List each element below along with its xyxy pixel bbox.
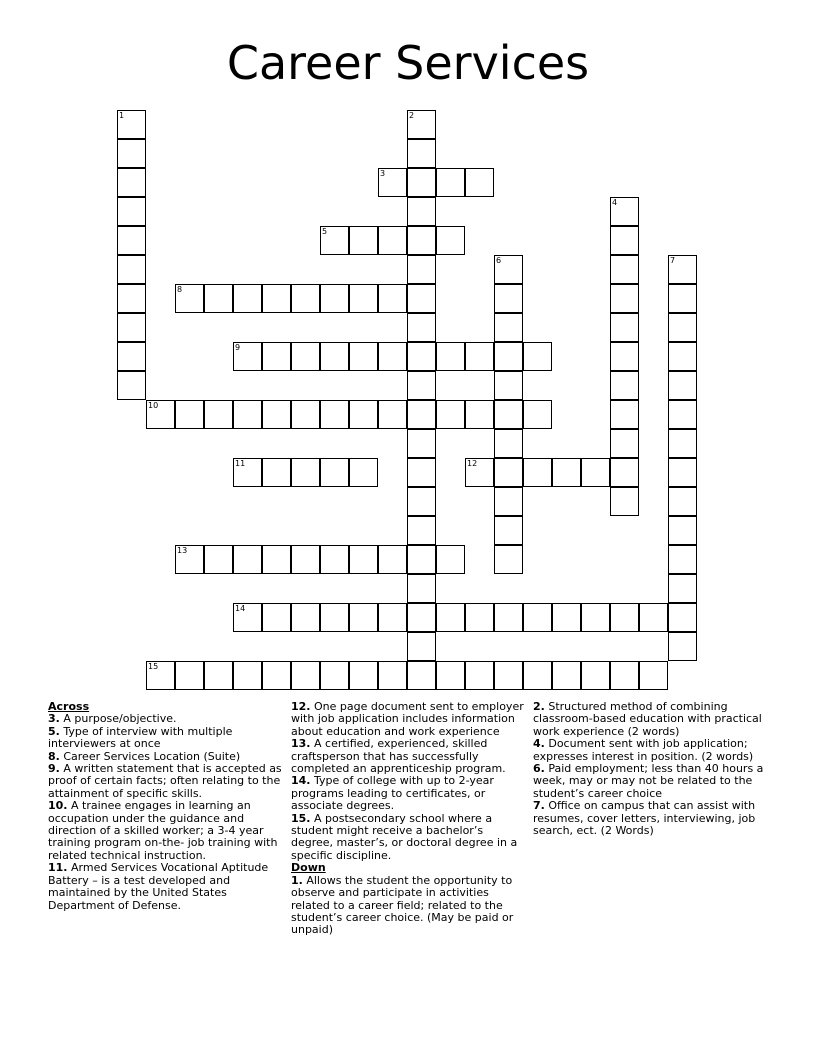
grid-cell[interactable]	[494, 342, 523, 371]
grid-cell[interactable]	[610, 255, 639, 284]
grid-cell[interactable]	[407, 400, 436, 429]
grid-cell[interactable]	[668, 400, 697, 429]
clue-number: 1	[119, 111, 125, 120]
grid-cell[interactable]	[465, 342, 494, 371]
grid-cell[interactable]	[407, 632, 436, 661]
grid-cell[interactable]	[320, 603, 349, 632]
grid-cell[interactable]	[407, 661, 436, 690]
grid-cell[interactable]	[668, 603, 697, 632]
grid-cell[interactable]	[494, 458, 523, 487]
grid-cell[interactable]	[378, 661, 407, 690]
grid-cell[interactable]	[291, 400, 320, 429]
grid-cell[interactable]	[610, 226, 639, 255]
grid-cell[interactable]	[407, 603, 436, 632]
grid-cell[interactable]	[204, 400, 233, 429]
grid-cell[interactable]	[378, 603, 407, 632]
grid-cell[interactable]	[494, 429, 523, 458]
grid-cell[interactable]	[581, 458, 610, 487]
grid-cell[interactable]	[668, 313, 697, 342]
grid-cell[interactable]	[117, 110, 146, 139]
grid-cell[interactable]	[117, 197, 146, 226]
grid-cell[interactable]	[262, 458, 291, 487]
clue-number: 3	[380, 169, 386, 178]
grid-cell[interactable]	[610, 400, 639, 429]
grid-cell[interactable]	[407, 284, 436, 313]
grid-cell[interactable]	[668, 458, 697, 487]
grid-cell[interactable]	[668, 574, 697, 603]
grid-cell[interactable]	[407, 574, 436, 603]
grid-cell[interactable]	[262, 342, 291, 371]
across-header: Across	[48, 700, 90, 713]
grid-cell[interactable]	[610, 487, 639, 516]
grid-cell[interactable]	[262, 284, 291, 313]
grid-cell[interactable]	[552, 458, 581, 487]
grid-cell[interactable]	[175, 400, 204, 429]
grid-cell[interactable]	[407, 458, 436, 487]
grid-cell[interactable]	[407, 110, 436, 139]
grid-cell[interactable]	[610, 284, 639, 313]
grid-cell[interactable]	[523, 603, 552, 632]
grid-cell[interactable]	[291, 545, 320, 574]
grid-cell[interactable]	[581, 661, 610, 690]
grid-cell[interactable]	[378, 400, 407, 429]
grid-cell[interactable]	[523, 342, 552, 371]
clue-across-3: 3. A purpose/objective.	[48, 712, 177, 726]
grid-cell[interactable]	[436, 661, 465, 690]
clue-number: 15	[148, 662, 159, 671]
clue-across-10: 10. A trainee engages in learning an occupation under the guidance and direction of a skilled worker; a 3-4 year training program on-the- job training with related technical instruction.	[48, 799, 278, 862]
grid-cell[interactable]	[204, 661, 233, 690]
clue-number: 6	[496, 256, 502, 265]
grid-cell[interactable]	[610, 313, 639, 342]
grid-cell[interactable]	[291, 458, 320, 487]
grid-cell[interactable]	[668, 545, 697, 574]
grid-cell[interactable]	[494, 284, 523, 313]
clue-across-12: 12. One page document sent to employer with job application includes information about education and work experience	[291, 700, 524, 738]
grid-cell[interactable]	[668, 516, 697, 545]
grid-cell[interactable]	[349, 458, 378, 487]
grid-cell[interactable]	[349, 284, 378, 313]
grid-cell[interactable]	[465, 400, 494, 429]
grid-cell[interactable]	[291, 603, 320, 632]
grid-cell[interactable]	[349, 226, 378, 255]
grid-cell[interactable]	[494, 545, 523, 574]
grid-cell[interactable]	[117, 284, 146, 313]
grid-cell[interactable]	[610, 342, 639, 371]
clue-across-13: 13. A certified, experienced, skilled craftsperson that has successfully completed an apprenticeship program.	[291, 737, 506, 776]
grid-cell[interactable]	[320, 661, 349, 690]
grid-cell[interactable]	[436, 226, 465, 255]
clue-across-5: 5. Type of interview with multiple interviewers at once	[48, 724, 233, 751]
grid-cell[interactable]	[233, 603, 262, 632]
grid-cell[interactable]	[668, 371, 697, 400]
grid-cell[interactable]	[117, 342, 146, 371]
grid-cell[interactable]	[668, 342, 697, 371]
grid-cell[interactable]	[668, 255, 697, 284]
grid-cell[interactable]	[117, 168, 146, 197]
grid-cell[interactable]	[494, 603, 523, 632]
grid-cell[interactable]	[117, 255, 146, 284]
grid-cell[interactable]	[175, 661, 204, 690]
grid-cell[interactable]	[610, 458, 639, 487]
grid-cell[interactable]	[291, 661, 320, 690]
grid-cell[interactable]	[494, 487, 523, 516]
grid-cell[interactable]	[436, 400, 465, 429]
grid-cell[interactable]	[668, 632, 697, 661]
grid-cell[interactable]	[407, 226, 436, 255]
grid-cell[interactable]	[465, 458, 494, 487]
clue-number: 5	[322, 227, 328, 236]
grid-cell[interactable]	[349, 661, 378, 690]
grid-cell[interactable]	[233, 400, 262, 429]
grid-cell[interactable]	[668, 429, 697, 458]
grid-cell[interactable]	[146, 661, 175, 690]
clue-number: 8	[177, 285, 183, 294]
grid-cell[interactable]	[407, 197, 436, 226]
grid-cell[interactable]	[378, 226, 407, 255]
clue-column-1	[48, 701, 284, 912]
grid-cell[interactable]	[610, 603, 639, 632]
clue-column-3	[533, 701, 769, 837]
clue-across-9: 9. A written statement that is accepted as proof of certain facts; often relating to the attainment of specific skills.	[48, 762, 282, 800]
grid-cell[interactable]	[233, 342, 262, 371]
grid-cell[interactable]	[378, 168, 407, 197]
grid-cell[interactable]	[523, 400, 552, 429]
clue-down-6: 6. Paid employment; less than 40 hours a week, may or may not be related to the student’s career choice	[533, 762, 764, 800]
grid-cell[interactable]	[465, 603, 494, 632]
clue-down-2: 2. Structured method of combining classroom-based education with practical work experience (2 words)	[533, 700, 762, 738]
clue-number: 13	[177, 546, 188, 555]
grid-cell[interactable]	[523, 661, 552, 690]
clue-number: 10	[148, 401, 159, 410]
grid-cell[interactable]	[407, 545, 436, 574]
grid-cell[interactable]	[320, 545, 349, 574]
grid-cell[interactable]	[610, 661, 639, 690]
clue-down-1: 1. Allows the student the opportunity to observe and participate in activities related to a career field; related to the student’s career choice. (May be paid or unpaid)	[291, 873, 514, 937]
grid-cell[interactable]	[349, 342, 378, 371]
grid-cell[interactable]	[465, 168, 494, 197]
grid-cell[interactable]	[117, 226, 146, 255]
grid-cell[interactable]	[436, 342, 465, 371]
grid-cell[interactable]	[465, 661, 494, 690]
clue-number: 9	[235, 343, 241, 352]
grid-cell[interactable]	[407, 139, 436, 168]
puzzle-title: Career Services	[226, 36, 590, 90]
grid-cell[interactable]	[494, 661, 523, 690]
grid-cell[interactable]	[233, 661, 262, 690]
grid-cell[interactable]	[320, 342, 349, 371]
grid-cell[interactable]	[668, 487, 697, 516]
grid-cell[interactable]	[320, 458, 349, 487]
grid-cell[interactable]	[668, 284, 697, 313]
clue-number: 11	[235, 459, 246, 468]
grid-cell[interactable]	[262, 603, 291, 632]
grid-cell[interactable]	[320, 226, 349, 255]
clue-number: 2	[409, 111, 415, 120]
grid-cell[interactable]	[378, 545, 407, 574]
grid-cell[interactable]	[552, 661, 581, 690]
grid-cell[interactable]	[494, 371, 523, 400]
grid-cell[interactable]	[291, 284, 320, 313]
grid-cell[interactable]	[349, 603, 378, 632]
grid-cell[interactable]	[262, 400, 291, 429]
grid-cell[interactable]	[233, 284, 262, 313]
grid-cell[interactable]	[436, 545, 465, 574]
grid-cell[interactable]	[639, 603, 668, 632]
grid-cell[interactable]	[407, 371, 436, 400]
grid-cell[interactable]	[349, 400, 378, 429]
clue-number: 14	[235, 604, 246, 613]
grid-cell[interactable]	[407, 168, 436, 197]
grid-cell[interactable]	[349, 545, 378, 574]
grid-cell[interactable]	[494, 255, 523, 284]
grid-cell[interactable]	[407, 313, 436, 342]
grid-cell[interactable]	[320, 400, 349, 429]
clue-across-8: 8. Career Services Location (Suite)	[48, 749, 241, 763]
grid-cell[interactable]	[117, 139, 146, 168]
grid-cell[interactable]	[494, 313, 523, 342]
clue-column-2	[291, 701, 527, 937]
grid-cell[interactable]	[262, 661, 291, 690]
grid-cell[interactable]	[407, 429, 436, 458]
grid-cell[interactable]	[291, 342, 320, 371]
grid-cell[interactable]	[117, 313, 146, 342]
clue-down-4: 4. Document sent with job application; expresses interest in position. (2 words)	[533, 737, 754, 763]
grid-cell[interactable]	[407, 487, 436, 516]
grid-cell[interactable]	[117, 371, 146, 400]
grid-cell[interactable]	[610, 429, 639, 458]
grid-cell[interactable]	[262, 545, 291, 574]
grid-cell[interactable]	[610, 197, 639, 226]
grid-cell[interactable]	[175, 284, 204, 313]
grid-cell[interactable]	[436, 168, 465, 197]
grid-cell[interactable]	[436, 603, 465, 632]
clue-number: 7	[670, 256, 676, 265]
down-header: Down	[291, 861, 326, 875]
clue-across-14: 14. Type of college with up to 2-year programs leading to certificates, or associate degrees.	[291, 774, 494, 813]
grid-cell[interactable]	[378, 284, 407, 313]
grid-cell[interactable]	[407, 342, 436, 371]
grid-cell[interactable]	[320, 284, 349, 313]
clue-across-11: 11. Armed Services Vocational Aptitude Battery – is a test developed and maintained by the United States Department of Defense.	[48, 861, 269, 912]
grid-cell[interactable]	[407, 516, 436, 545]
grid-cell[interactable]	[610, 371, 639, 400]
grid-cell[interactable]	[378, 342, 407, 371]
grid-cell[interactable]	[175, 545, 204, 574]
grid-cell[interactable]	[494, 516, 523, 545]
grid-cell[interactable]	[581, 603, 610, 632]
grid-cell[interactable]	[233, 545, 262, 574]
grid-cell[interactable]	[523, 458, 552, 487]
clue-down-7: 7. Office on campus that can assist with resumes, cover letters, interviewing, job search, ect. (2 Words)	[533, 799, 756, 838]
grid-cell[interactable]	[204, 284, 233, 313]
grid-cell[interactable]	[146, 400, 175, 429]
grid-cell[interactable]	[204, 545, 233, 574]
clue-number: 12	[467, 459, 478, 468]
grid-cell[interactable]	[233, 458, 262, 487]
grid-cell[interactable]	[407, 255, 436, 284]
clue-number: 4	[612, 198, 618, 207]
clue-across-15: 15. A postsecondary school where a student might receive a bachelor’s degree, master’s, or doctoral degree in a specific discipline.	[291, 811, 518, 862]
grid-cell[interactable]	[639, 661, 668, 690]
grid-cell[interactable]	[552, 603, 581, 632]
grid-cell[interactable]	[494, 400, 523, 429]
